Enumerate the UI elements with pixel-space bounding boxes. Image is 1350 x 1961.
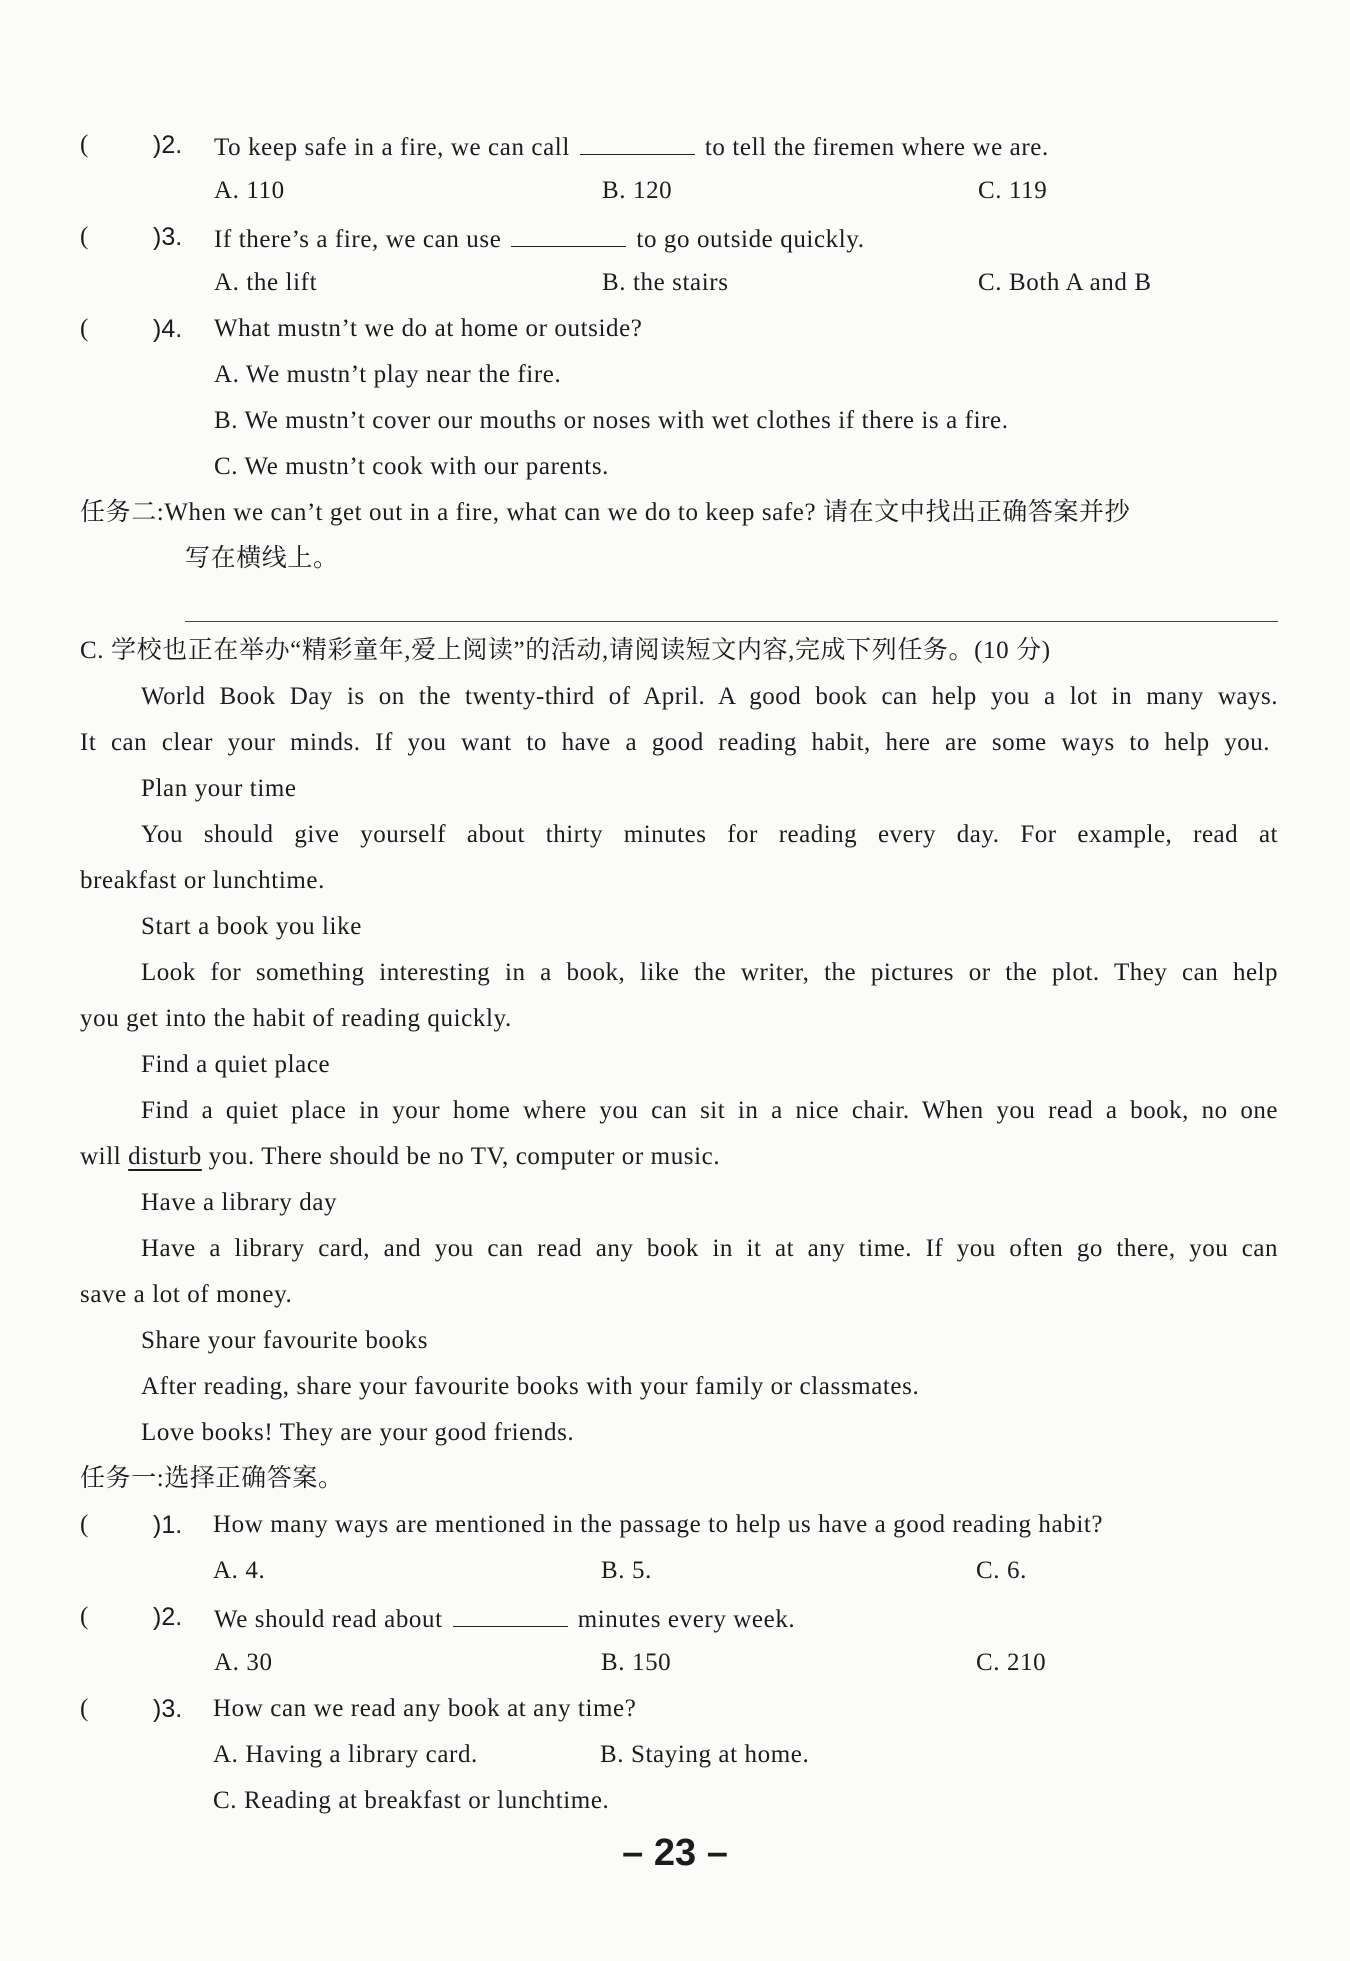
stem-text: To keep safe in a fire, we can call <box>214 134 570 161</box>
answer-paren[interactable]: ( <box>80 223 89 250</box>
passage-subheading: Find a quiet place <box>141 1051 331 1078</box>
question-stem: How many ways are mentioned in the passage to help us have a good reading habit? <box>213 1511 1104 1538</box>
option-a: A. 110 <box>214 177 285 204</box>
option-a: A. Having a library card. <box>213 1741 478 1768</box>
option-c: C. 6. <box>976 1557 1027 1584</box>
passage-line: save a lot of money. <box>80 1281 293 1308</box>
question-stem <box>214 1600 795 1637</box>
task-two-instruction-cont: 写在横线上。 <box>185 545 339 572</box>
passage-line: You should give yourself about thirty minutes for reading every day. For example, read at <box>141 821 1278 848</box>
option-c: C. Reading at breakfast or lunchtime. <box>213 1787 610 1814</box>
answer-paren[interactable]: ( <box>80 315 89 342</box>
answer-paren[interactable]: ( <box>80 131 89 158</box>
question-number: )2. <box>153 131 183 159</box>
option-b: B. 5. <box>601 1557 652 1584</box>
question-stem <box>214 220 865 257</box>
fill-blank[interactable] <box>580 128 695 155</box>
fill-blank[interactable] <box>511 220 626 247</box>
question-number: )4. <box>153 315 183 343</box>
passage-line: It can clear your minds. If you want to have a good reading habit, here are some ways to help you. <box>80 729 1270 756</box>
stem-text: to tell the firemen where we are. <box>704 134 1049 161</box>
passage-line: breakfast or lunchtime. <box>80 867 325 894</box>
question-stem <box>214 128 1049 165</box>
task-two-instruction: 任务二:When we can’t get out in a fire, what can we do to keep safe? 请在文中找出正确答案并抄 <box>80 499 1131 526</box>
passage-line: you get into the habit of reading quickly. <box>80 1005 512 1032</box>
stem-text: If there’s a fire, we can use <box>214 226 502 253</box>
passage-line: World Book Day is on the twenty-third of April. A good book can help you a lot in many ways. <box>141 683 1278 710</box>
question-number: )1. <box>153 1511 183 1539</box>
question-stem: How can we read any book at any time? <box>213 1695 637 1722</box>
question-stem: What mustn’t we do at home or outside? <box>214 315 643 342</box>
option-a: A. the lift <box>214 269 318 296</box>
question-number: )3. <box>153 223 183 251</box>
passage-line <box>80 1140 720 1174</box>
answer-line[interactable] <box>185 621 1278 622</box>
passage-line: After reading, share your favourite books with your family or classmates. <box>141 1373 920 1400</box>
task-one-heading: 任务一:选择正确答案。 <box>80 1465 344 1492</box>
passage-subheading: Plan your time <box>141 775 297 802</box>
passage-line: Find a quiet place in your home where you can sit in a nice chair. When you read a book, no one <box>141 1097 1278 1124</box>
passage-line: Love books! They are your good friends. <box>141 1419 575 1446</box>
stem-text: to go outside quickly. <box>636 226 865 253</box>
answer-paren[interactable]: ( <box>80 1695 89 1722</box>
option-b: B. the stairs <box>602 269 729 296</box>
section-c-heading: C. 学校也正在举办“精彩童年,爱上阅读”的活动,请阅读短文内容,完成下列任务。(10 分) <box>80 637 1051 664</box>
question-number: )3. <box>153 1695 183 1723</box>
option-c: C. Both A and B <box>978 269 1152 296</box>
option-c: C. 210 <box>976 1649 1047 1676</box>
option-c: C. 119 <box>978 177 1048 204</box>
fill-blank[interactable] <box>453 1600 568 1627</box>
passage-subheading: Have a library day <box>141 1189 338 1216</box>
passage-subheading: Start a book you like <box>141 913 362 940</box>
answer-paren[interactable]: ( <box>80 1511 89 1538</box>
passage-text: will <box>80 1143 129 1170</box>
option-c: C. We mustn’t cook with our parents. <box>214 453 610 480</box>
option-a: A. We mustn’t play near the fire. <box>214 361 562 388</box>
option-b: B. 150 <box>601 1649 672 1676</box>
option-a: A. 4. <box>213 1557 266 1584</box>
answer-paren[interactable]: ( <box>80 1603 89 1630</box>
question-number: )2. <box>153 1603 183 1631</box>
option-b: B. We mustn’t cover our mouths or noses with wet clothes if there is a fire. <box>214 407 1009 434</box>
option-b: B. Staying at home. <box>600 1741 810 1768</box>
passage-text: you. There should be no TV, computer or music. <box>201 1143 721 1170</box>
option-b: B. 120 <box>602 177 673 204</box>
option-a: A. 30 <box>214 1649 273 1676</box>
passage-subheading: Share your favourite books <box>141 1327 429 1354</box>
stem-text: minutes every week. <box>577 1606 796 1633</box>
underlined-word: disturb <box>128 1143 202 1170</box>
page-number: – 23 – <box>622 1832 728 1874</box>
stem-text: We should read about <box>214 1606 443 1633</box>
passage-line: Have a library card, and you can read any book in it at any time. If you often go there, you can <box>141 1235 1278 1262</box>
passage-line: Look for something interesting in a book, like the writer, the pictures or the plot. They can help <box>141 959 1278 986</box>
